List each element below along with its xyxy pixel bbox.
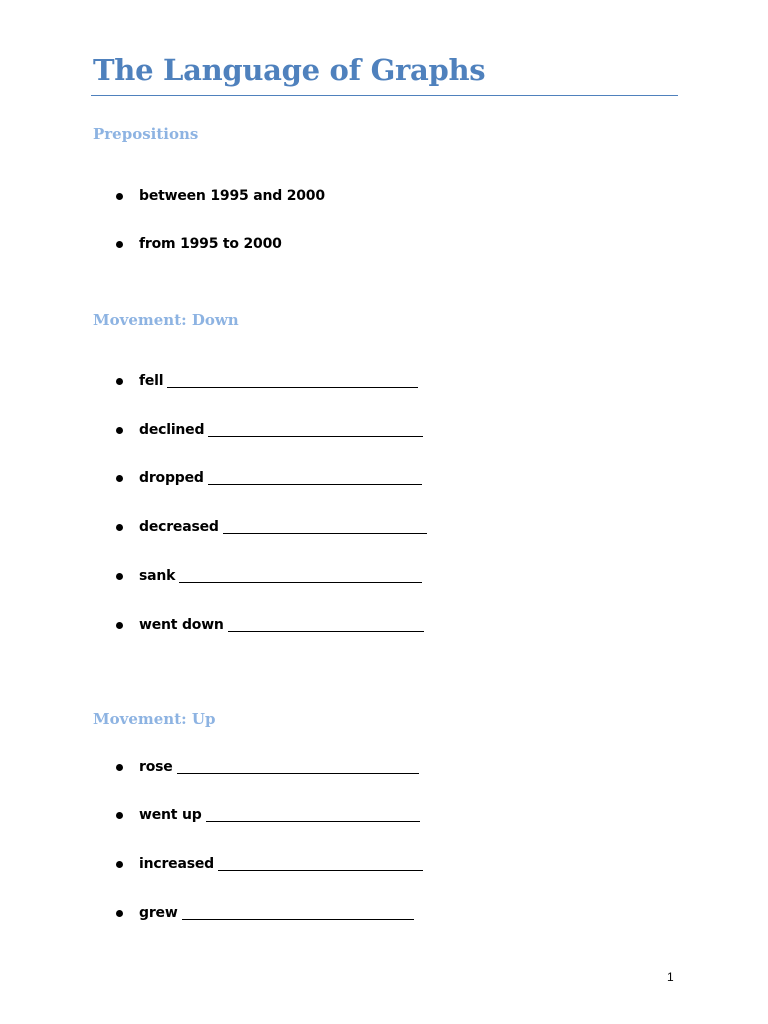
list-item-text: between 1995 and 2000 — [139, 188, 325, 204]
bullet-icon — [116, 475, 123, 482]
list-item — [113, 467, 422, 489]
bullet-icon — [116, 861, 123, 868]
list-item — [113, 370, 418, 392]
list-item — [113, 516, 427, 538]
fill-in-blank — [223, 533, 427, 534]
fill-in-blank — [208, 484, 422, 485]
list-item-text: from 1995 to 2000 — [139, 236, 282, 252]
list-item-text: went down — [139, 617, 224, 633]
list-item — [113, 233, 282, 255]
list-item — [113, 185, 325, 207]
bullet-icon — [116, 378, 123, 385]
list-item-text: dropped — [139, 470, 204, 486]
list-item — [113, 853, 423, 875]
list-item-text: declined — [139, 422, 205, 438]
list-item-text: fell — [139, 373, 164, 389]
list-item — [113, 419, 423, 441]
bullet-icon — [116, 427, 123, 434]
title-underline — [91, 95, 678, 96]
list-item-text: went up — [139, 807, 202, 823]
fill-in-blank — [177, 773, 419, 774]
page-number: 1 — [667, 970, 674, 984]
list-item-text: decreased — [139, 519, 219, 535]
bullet-icon — [116, 764, 123, 771]
list-item-text: grew — [139, 905, 178, 921]
fill-in-blank — [179, 582, 422, 583]
document-title: The Language of Graphs — [93, 53, 486, 87]
section-heading-movement-down: Movement: Down — [93, 311, 239, 329]
section-heading-prepositions: Prepositions — [93, 125, 199, 143]
fill-in-blank — [208, 436, 423, 437]
bullet-icon — [116, 193, 123, 200]
fill-in-blank — [182, 919, 414, 920]
list-item-text: sank — [139, 568, 176, 584]
bullet-icon — [116, 622, 123, 629]
bullet-icon — [116, 812, 123, 819]
section-heading-movement-up: Movement: Up — [93, 710, 216, 728]
fill-in-blank — [206, 821, 420, 822]
list-item-text: increased — [139, 856, 214, 872]
list-item — [113, 565, 422, 587]
bullet-icon — [116, 910, 123, 917]
bullet-icon — [116, 524, 123, 531]
list-item — [113, 756, 419, 778]
fill-in-blank — [167, 387, 418, 388]
list-item — [113, 902, 414, 924]
fill-in-blank — [218, 870, 423, 871]
fill-in-blank — [228, 631, 424, 632]
list-item — [113, 614, 424, 636]
list-item-text: rose — [139, 759, 173, 775]
bullet-icon — [116, 241, 123, 248]
list-item — [113, 804, 420, 826]
bullet-icon — [116, 573, 123, 580]
